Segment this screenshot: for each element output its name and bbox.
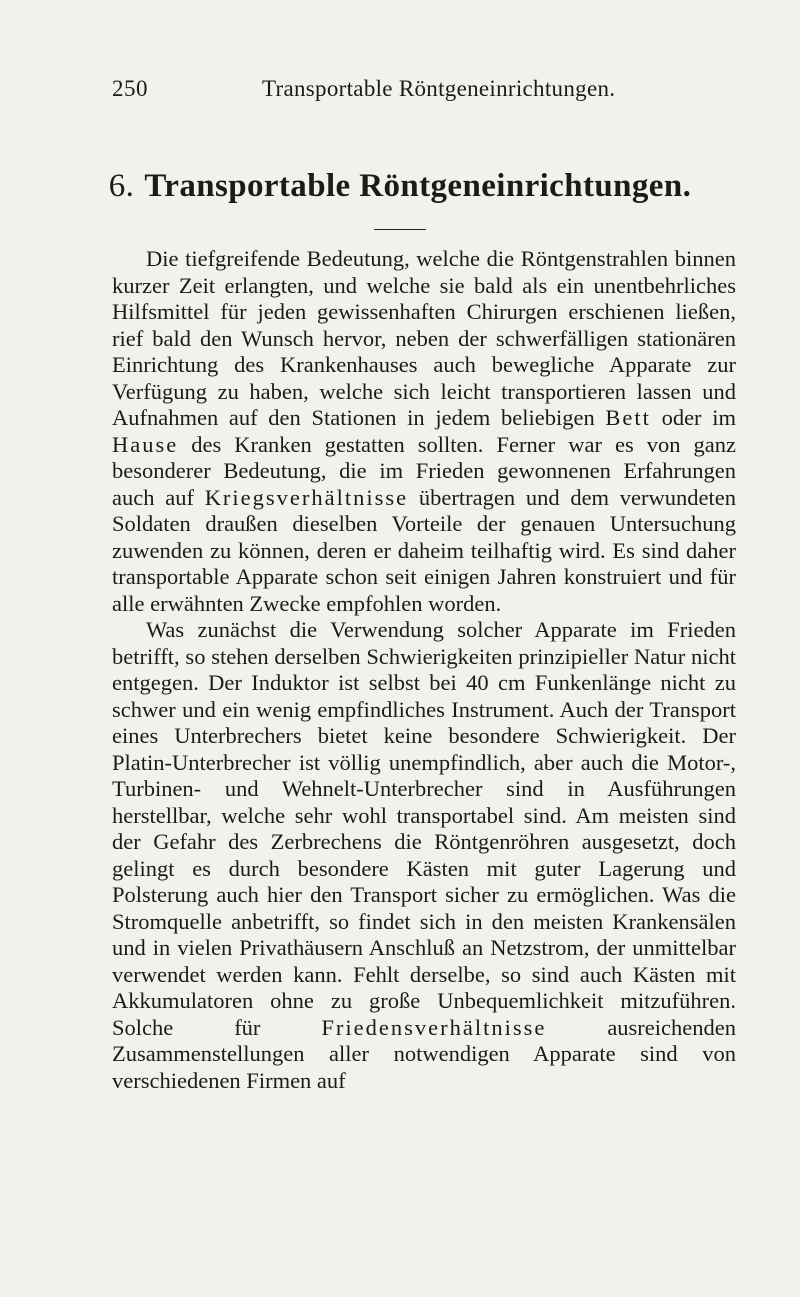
section-number: 6. <box>108 168 135 204</box>
text-run: übertragen und dem verwundeten Soldaten draußen dieselben Vorteile der genauen Untersuchung zuwenden zu können, deren er daheim teilhaftig wird. Es sind daher transportable Apparate schon seit einigen Jahren konstruiert und für alle erwähnten Zwecke empfohlen worden. <box>112 484 737 616</box>
text-run: Die tiefgreifende Bedeutung, welche die Röntgenstrahlen binnen kurzer Zeit erlangten, und welche sie bald als ein unentbehrliches Hilfsmittel für jeden gewissenhaften Chirurgen erschienen ließen, rief bald den Wunsch hervor, neben der schwerfälligen stationären Einrichtung des Krankenhauses auch bewegliche Apparate zur Verfügung zu haben, welche sich leicht transportieren lassen und Aufnahmen auf den Stationen in jedem beliebigen <box>112 246 736 430</box>
running-head <box>112 76 732 106</box>
spaced-term: Kriegsverhältnisse <box>204 484 409 510</box>
text-run: Was zunächst die Verwendung solcher Apparate im Frieden betrifft, so stehen derselben Schwierigkeiten prinzipieller Natur nicht entgegen. Der Induktor ist selbst bei 40 cm Funkenlänge nicht zu schwer und ein wenig empfindliches Instrument. Auch der Transport eines Unterbrechers bietet keine besondere Schwierigkeit. Der Platin-Unterbrecher ist völlig unempfindlich, aber auch die Motor-, Turbinen- und Wehnelt-Unterbrecher sind in Ausführungen herstellbar, welche sehr wohl transportabel sind. Am meisten sind der Gefahr des Zerbrechens die Röntgenröhren ausgesetzt, doch gelingt es durch besondere Kästen mit guter Lagerung und Polsterung auch hier den Transport sicher zu ermöglichen. Was die Stromquelle anbetrifft, so findet sich in den meisten Krankensälen und in vielen Privathäusern Anschluß an Netzstrom, der unmittelbar verwendet werden kann. Fehlt derselbe, so sind auch Kästen mit Akkumulatoren ohne zu große Unbequemlichkeit mitzuführen. Solche für <box>112 617 736 1040</box>
paragraph <box>112 617 736 1094</box>
spaced-term: Hause <box>112 431 179 457</box>
body-text <box>112 246 736 1094</box>
running-title: Transportable Röntgeneinrichtungen. <box>262 76 616 101</box>
spaced-term: Bett <box>605 405 651 430</box>
page-number: 250 <box>112 76 148 101</box>
paragraph <box>112 246 736 617</box>
spaced-term: Friedensverhältnisse <box>321 1014 547 1040</box>
text-run: des Kranken gestatten sollten. Ferner war es von ganz besonderer Bedeutung, die im Frieden gewonnenen Erfahrungen auch auf <box>112 431 736 510</box>
section-title: Transportable Röntgeneinrichtungen. <box>144 168 692 204</box>
heading-divider <box>374 229 426 230</box>
text-run: ausreichenden Zusammenstellungen aller notwendigen Apparate sind von verschiedenen Firmen auf <box>112 1014 736 1093</box>
section-heading <box>0 168 800 205</box>
text-run: oder im <box>650 405 736 430</box>
